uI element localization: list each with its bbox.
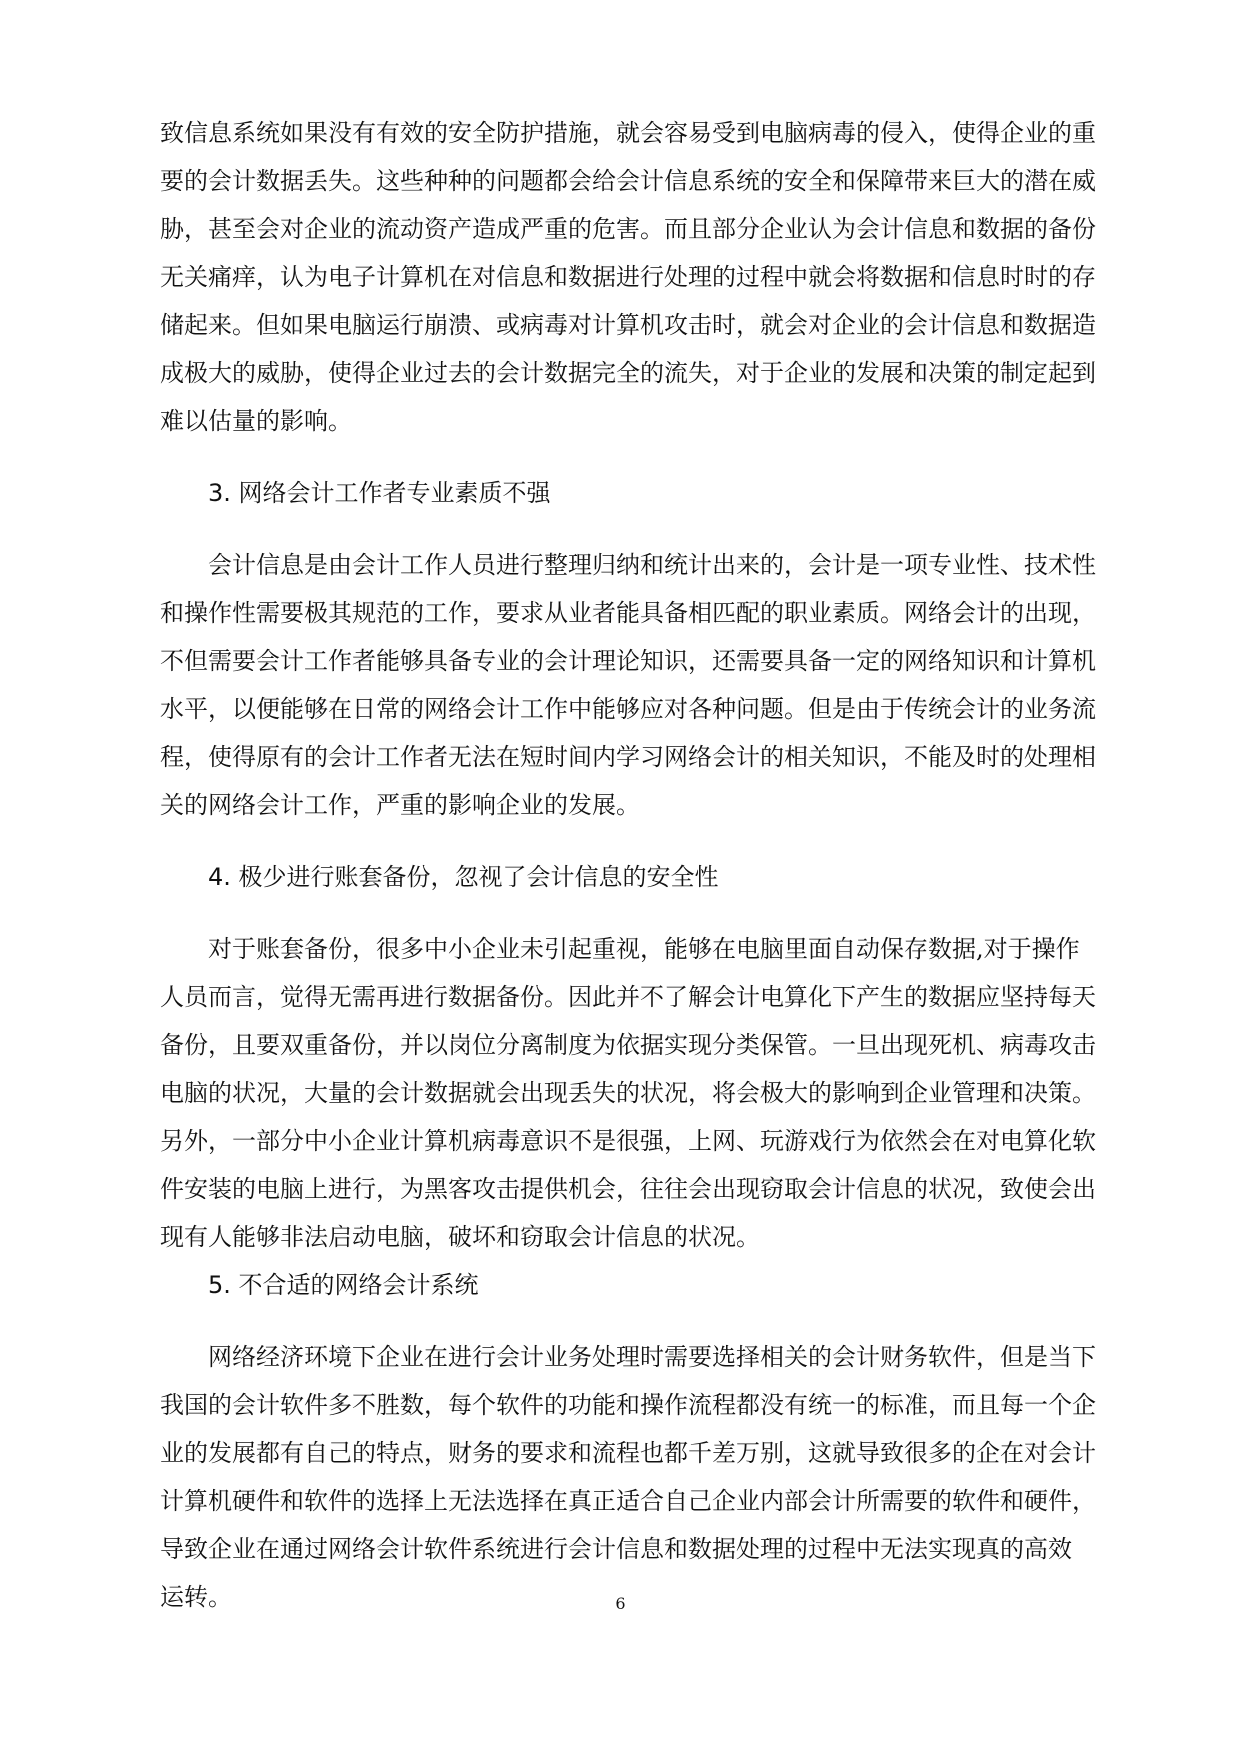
text-line: 人员而言，觉得无需再进行数据备份。因此并不了解会计电算化下产生的数据应坚持每天	[160, 983, 1096, 1011]
section-heading: 4. 极少进行账套备份，忽视了会计信息的安全性	[208, 863, 719, 891]
text-line: 运转。	[160, 1583, 232, 1611]
text-line: 和操作性需要极其规范的工作，要求从业者能具备相匹配的职业素质。网络会计的出现，	[160, 599, 1096, 627]
text-line: 储起来。但如果电脑运行崩溃、或病毒对计算机攻击时，就会对企业的会计信息和数据造	[160, 311, 1096, 339]
text-line: 我国的会计软件多不胜数，每个软件的功能和操作流程都没有统一的标准，而且每一个企	[160, 1391, 1096, 1419]
text-line: 致信息系统如果没有有效的安全防护措施，就会容易受到电脑病毒的侵入，使得企业的重	[160, 119, 1096, 147]
text-line: 关的网络会计工作，严重的影响企业的发展。	[160, 791, 640, 819]
page-number: 6	[615, 1594, 626, 1613]
document-page	[160, 0, 1120, 1754]
text-line: 水平，以便能够在日常的网络会计工作中能够应对各种问题。但是由于传统会计的业务流	[160, 695, 1096, 723]
text-line: 备份，且要双重备份，并以岗位分离制度为依据实现分类保管。一旦出现死机、病毒攻击	[160, 1031, 1096, 1059]
text-line: 对于账套备份，很多中小企业未引起重视，能够在电脑里面自动保存数据,对于操作	[208, 935, 1080, 963]
text-line: 会计信息是由会计工作人员进行整理归纳和统计出来的，会计是一项专业性、技术性	[208, 551, 1096, 579]
text-line: 网络经济环境下企业在进行会计业务处理时需要选择相关的会计财务软件，但是当下	[208, 1343, 1096, 1371]
text-line: 现有人能够非法启动电脑，破坏和窃取会计信息的状况。	[160, 1223, 760, 1251]
text-line: 不但需要会计工作者能够具备专业的会计理论知识，还需要具备一定的网络知识和计算机	[160, 647, 1096, 675]
text-line: 业的发展都有自己的特点，财务的要求和流程也都千差万别，这就导致很多的企在对会计	[160, 1439, 1096, 1467]
text-line: 要的会计数据丢失。这些种种的问题都会给会计信息系统的安全和保障带来巨大的潜在威	[160, 167, 1096, 195]
text-line: 程，使得原有的会计工作者无法在短时间内学习网络会计的相关知识，不能及时的处理相	[160, 743, 1096, 771]
section-heading: 5. 不合适的网络会计系统	[208, 1271, 479, 1299]
text-line: 件安装的电脑上进行，为黑客攻击提供机会，往往会出现窃取会计信息的状况，致使会出	[160, 1175, 1096, 1203]
text-line: 成极大的威胁，使得企业过去的会计数据完全的流失，对于企业的发展和决策的制定起到	[160, 359, 1096, 387]
text-line: 无关痛痒，认为电子计算机在对信息和数据进行处理的过程中就会将数据和信息时时的存	[160, 263, 1096, 291]
section-heading: 3. 网络会计工作者专业素质不强	[208, 479, 551, 507]
text-line: 难以估量的影响。	[160, 407, 352, 435]
text-line: 计算机硬件和软件的选择上无法选择在真正适合自己企业内部会计所需要的软件和硬件，	[160, 1487, 1096, 1515]
text-line: 胁，甚至会对企业的流动资产造成严重的危害。而且部分企业认为会计信息和数据的备份	[160, 215, 1096, 243]
text-line: 电脑的状况，大量的会计数据就会出现丢失的状况，将会极大的影响到企业管理和决策。	[160, 1079, 1096, 1107]
text-line: 导致企业在通过网络会计软件系统进行会计信息和数据处理的过程中无法实现真的高效	[160, 1535, 1072, 1563]
text-line: 另外，一部分中小企业计算机病毒意识不是很强，上网、玩游戏行为依然会在对电算化软	[160, 1127, 1096, 1155]
